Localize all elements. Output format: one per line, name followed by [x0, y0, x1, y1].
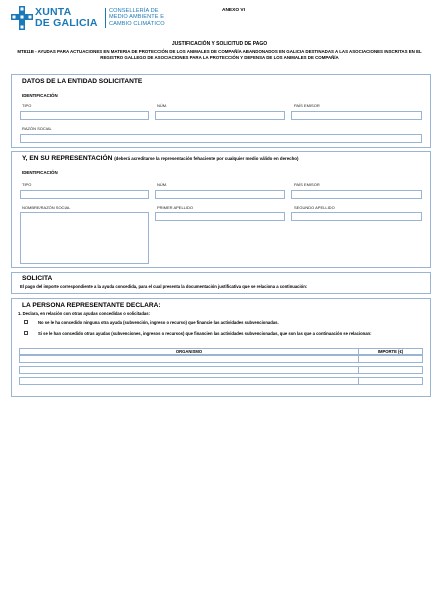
option-no-other-aid-checkbox[interactable]	[24, 320, 28, 324]
representative-num-label: NÚM.	[157, 182, 168, 187]
representative-section	[11, 151, 431, 268]
dept-line-1: CONSELLERÍA DE	[109, 8, 159, 14]
document-title: JUSTIFICACIÓN Y SOLICITUD DE PAGO	[171, 41, 268, 47]
applicant-identification-label: IDENTIFICACIÓN	[22, 93, 58, 98]
organismo-column-header: ORGANISMO	[19, 348, 359, 355]
applicant-razon-label: RAZÓN SOCIAL	[22, 126, 52, 131]
applicant-tipo-label: TIPO	[22, 103, 32, 108]
applicant-pais-field[interactable]	[291, 111, 422, 120]
dept-line-3: CAMBIO CLIMÁTICO	[109, 20, 165, 27]
declara-title: LA PERSONA REPRESENTANTE DECLARA:	[22, 302, 161, 309]
applicant-tipo-field[interactable]	[20, 111, 149, 120]
applicant-razon-field[interactable]	[20, 134, 422, 143]
applicant-pais-label: PAÍS EMISOR	[294, 103, 320, 108]
applicant-num-field[interactable]	[155, 111, 285, 120]
organismo-cell-2[interactable]	[19, 366, 359, 374]
brand-line-2: DE GALICIA	[35, 17, 98, 29]
representative-primer-label: PRIMER APELLIDO	[157, 205, 194, 210]
logo-divider	[105, 8, 106, 28]
solicita-section	[11, 272, 431, 294]
representative-segundo-label: SEGUNDO APELLIDO	[294, 205, 335, 210]
organismo-cell-1[interactable]	[19, 355, 359, 363]
applicant-num-label: NÚM.	[157, 103, 168, 108]
procedure-description: MT811B - AYUDAS PARA ACTUACIONES EN MATERIA DE PROTECCIÓN DE LOS ANIMALES DE COMPAÑÍA ABANDONADOS EN GALICIA DESTINADAS A LAS ASOCIACIONES INSCRITAS EN EL REGISTRO GALLEGO DE ASOCIACIONES PARA LA PROTECCIÓN Y DEFENSA DE LOS ANIMALES DE COMPAÑÍA	[17, 49, 422, 60]
representative-title: Y, EN SU REPRESENTACIÓN	[22, 155, 113, 162]
galicia-cross-icon	[11, 6, 33, 30]
representative-identification-label: IDENTIFICACIÓN	[22, 170, 58, 175]
representative-tipo-field[interactable]	[20, 190, 149, 199]
xunta-logo	[11, 6, 171, 30]
representative-pais-label: PAÍS EMISOR	[294, 182, 320, 187]
representative-pais-field[interactable]	[291, 190, 422, 199]
dept-line-2: MEDIO AMBIENTE E	[109, 14, 165, 21]
applicant-section	[11, 74, 431, 148]
representative-section-title	[22, 155, 298, 162]
solicita-text: El pago del importe correspondiente a la ayuda concedida, para el cual presenta la documentación justificativa que se relaciona a continuación:	[20, 284, 308, 289]
representative-nombre-label: NOMBRE/RAZÓN SOCIAL	[22, 205, 71, 210]
logo-brand	[35, 7, 98, 28]
importe-cell-2[interactable]	[358, 366, 423, 374]
declara-section	[11, 298, 431, 397]
representative-note: (deberá acreditarse la representación fehaciente por cualquier medio válido en derecho)	[114, 156, 299, 161]
applicant-section-title: DATOS DE LA ENTIDAD SOLICITANTE	[22, 78, 143, 85]
annex-label: ANEXO VI	[222, 8, 245, 13]
representative-nombre-field[interactable]	[20, 212, 149, 264]
brand-line-1: XUNTA	[35, 6, 72, 18]
option-other-aid-checkbox[interactable]	[24, 331, 28, 335]
department-name	[109, 8, 165, 27]
option-other-aid-text: Si se le han concedido otras ayudas (subvenciones, ingresos o recursos) que financien las actividades subvencionadas, que son las que a continuación se relacionan:	[38, 331, 372, 336]
importe-cell-3[interactable]	[358, 377, 423, 385]
importe-column-header: IMPORTE (€)	[358, 348, 423, 355]
representative-tipo-label: TIPO	[22, 182, 32, 187]
representative-num-field[interactable]	[155, 190, 285, 199]
organismo-cell-3[interactable]	[19, 377, 359, 385]
representative-primer-field[interactable]	[155, 212, 285, 221]
solicita-title: SOLICITA	[22, 275, 53, 282]
representative-segundo-field[interactable]	[291, 212, 422, 221]
declara-item-1: 1. Declara, en relación con otras ayudas concedidas o solicitadas:	[18, 311, 150, 316]
importe-cell-1[interactable]	[358, 355, 423, 363]
option-no-other-aid-text: No se le ha concedido ninguna otra ayuda (subvención, ingreso o recurso) que financie las actividades subvencionadas.	[38, 320, 279, 325]
